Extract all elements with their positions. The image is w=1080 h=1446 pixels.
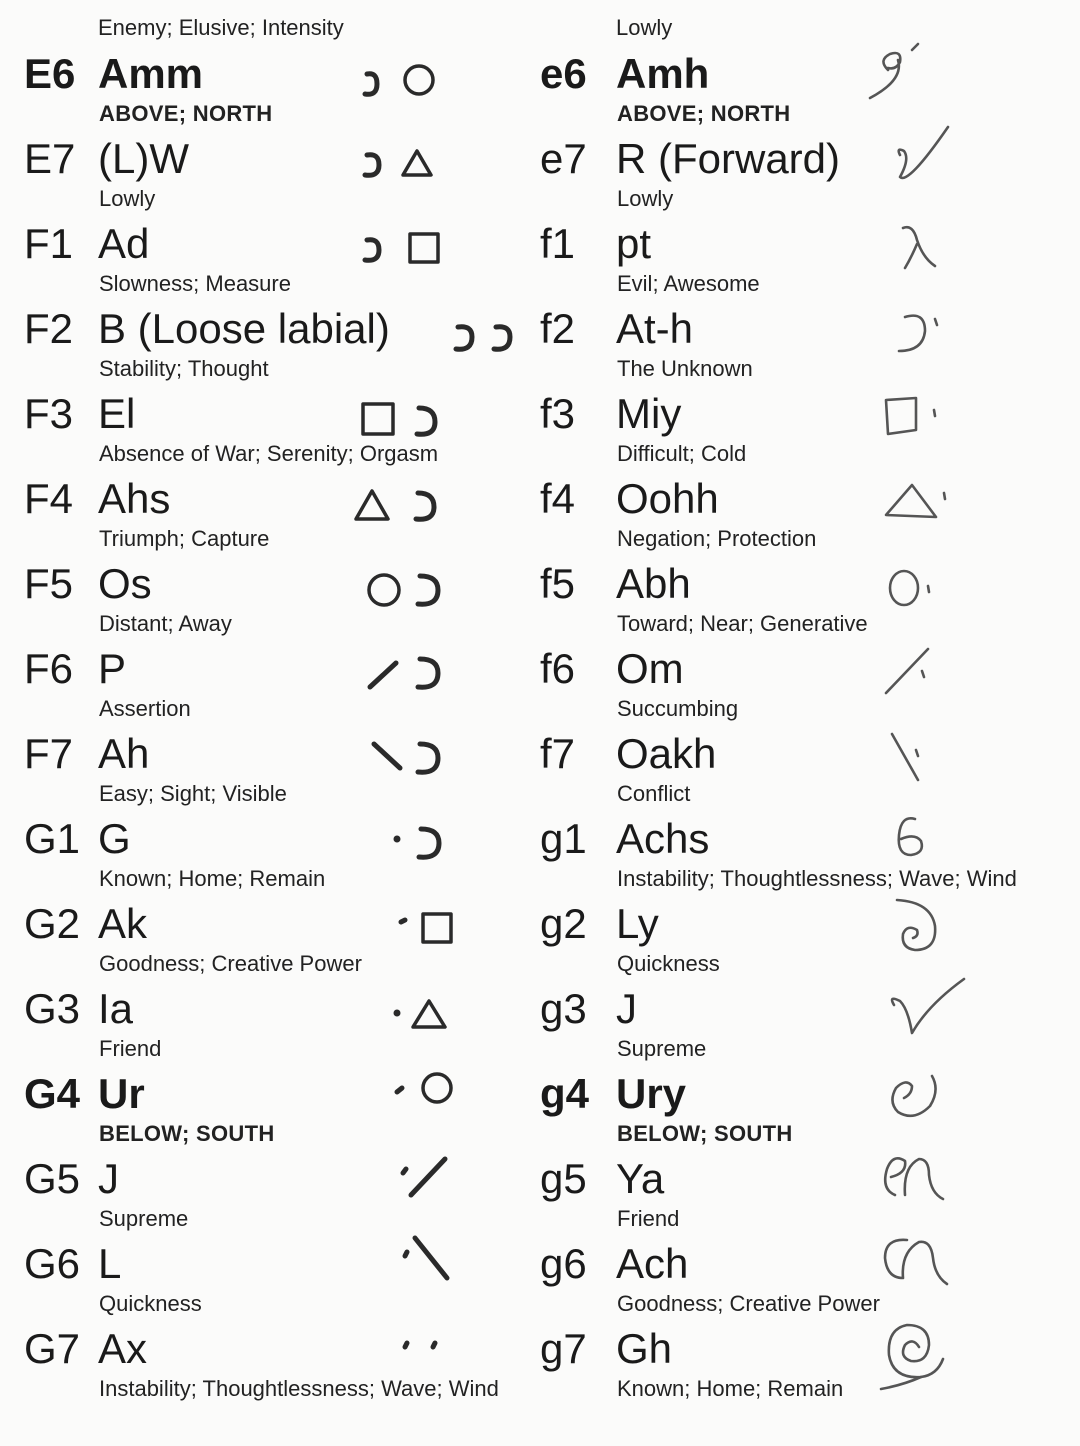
handwritten-circle-tick-icon xyxy=(878,550,958,620)
backslash-crescent-icon xyxy=(360,720,455,780)
entry-meaning: Friend xyxy=(617,1206,680,1231)
entry-name: Achs xyxy=(616,815,710,862)
entry-code: f4 xyxy=(540,475,576,522)
handwritten-six-icon xyxy=(883,805,953,875)
entry-name: B (Loose labial) xyxy=(98,305,390,352)
square-crescent-icon xyxy=(355,380,450,440)
entry-meaning: Stability; Thought xyxy=(99,356,269,381)
entry-meaning: Absence of War; Serenity; Orgasm xyxy=(99,441,439,466)
entry-name: G xyxy=(98,815,131,862)
entry-name: Amm xyxy=(98,50,204,97)
handwritten-triangle-tick-icon xyxy=(878,465,968,535)
entry-code: g3 xyxy=(540,985,587,1032)
entry-meaning: Instability; Thoughtlessness; Wave; Wind xyxy=(99,1376,499,1401)
entry-name: (L)W xyxy=(98,135,189,182)
entry-code: G4 xyxy=(24,1070,81,1117)
entry-code: g4 xyxy=(540,1070,590,1117)
entry-meaning: Difficult; Cold xyxy=(617,441,747,466)
entry-name: R (Forward) xyxy=(616,135,841,182)
entry-name: Om xyxy=(616,645,684,692)
entry-F7 xyxy=(0,730,560,825)
entry-meaning: Triumph; Capture xyxy=(99,526,270,551)
entry-code: F1 xyxy=(24,220,74,267)
handwritten-check-icon xyxy=(878,975,978,1055)
entry-g2 xyxy=(518,900,1078,995)
entry-meaning: Supreme xyxy=(99,1206,189,1231)
handwritten-e-flourish-icon xyxy=(873,1145,983,1225)
entry-code: F4 xyxy=(24,475,74,522)
handwritten-crescent-tick-icon xyxy=(883,295,963,365)
handwritten-c-flourish-icon xyxy=(873,1230,983,1310)
entry-name: Ah xyxy=(98,730,150,777)
entry-name: Os xyxy=(98,560,152,607)
entry-meaning: Negation; Protection xyxy=(617,526,817,551)
dot-triangle-icon xyxy=(375,975,465,1035)
entry-g5 xyxy=(518,1155,1078,1250)
entry-code: G5 xyxy=(24,1155,81,1202)
entry-meaning: BELOW; SOUTH xyxy=(617,1121,793,1146)
entry-code: F7 xyxy=(24,730,74,777)
entry-F2 xyxy=(0,305,560,400)
triangle-crescent-icon xyxy=(350,465,450,525)
entry-g1 xyxy=(518,815,1078,910)
entry-name: At-h xyxy=(616,305,694,352)
entry-code: E6 xyxy=(24,50,76,97)
entry-meaning: Toward; Near; Generative xyxy=(617,611,868,636)
entry-meaning: Easy; Sight; Visible xyxy=(99,781,287,806)
entry-code: e6 xyxy=(540,50,587,97)
entry-G7 xyxy=(0,1325,560,1420)
entry-G1 xyxy=(0,815,560,910)
entry-code: f5 xyxy=(540,560,576,607)
crescent-circle-icon xyxy=(355,40,445,100)
entry-meaning: Conflict xyxy=(617,781,691,806)
handwritten-spiral-icon xyxy=(883,890,973,970)
tick-slash-icon xyxy=(375,1145,465,1205)
entry-f6 xyxy=(518,645,1078,740)
entry-F5 xyxy=(0,560,560,655)
entry-F6 xyxy=(0,645,560,740)
crescent-square-icon xyxy=(355,210,445,270)
entry-code: g6 xyxy=(540,1240,587,1287)
entry-g6 xyxy=(518,1240,1078,1335)
entry-meaning: Goodness; Creative Power xyxy=(99,951,362,976)
entry-meaning: Known; Home; Remain xyxy=(99,866,326,891)
entry-name: Gh xyxy=(616,1325,673,1372)
entry-meaning: Succumbing xyxy=(617,696,739,721)
entry-e7 xyxy=(518,135,1078,230)
entry-meaning: Assertion xyxy=(99,696,191,721)
entry-name: Ur xyxy=(98,1070,145,1117)
top-meaning: Lowly xyxy=(616,15,673,40)
entry-E6 xyxy=(0,50,560,145)
tick-square-icon xyxy=(375,890,465,950)
entry-code: G7 xyxy=(24,1325,81,1372)
entry-name: Ad xyxy=(98,220,150,267)
entry-meaning: Lowly xyxy=(99,186,156,211)
entry-meaning: Supreme xyxy=(617,1036,707,1061)
handwritten-check-loop-icon xyxy=(878,125,968,205)
entry-code: F5 xyxy=(24,560,74,607)
entry-code: f7 xyxy=(540,730,576,777)
entry-g7 xyxy=(518,1325,1078,1420)
entry-name: Oohh xyxy=(616,475,719,522)
entry-code: f6 xyxy=(540,645,576,692)
entry-name: L xyxy=(98,1240,122,1287)
entry-name: Ax xyxy=(98,1325,148,1372)
entry-code: f2 xyxy=(540,305,576,352)
entry-name: J xyxy=(98,1155,119,1202)
entry-f1 xyxy=(518,220,1078,315)
circle-crescent-icon xyxy=(360,550,455,610)
entry-f7 xyxy=(518,730,1078,825)
right-column xyxy=(518,0,1058,1446)
entry-code: g2 xyxy=(540,900,587,947)
entry-meaning: Friend xyxy=(99,1036,162,1061)
entry-F3 xyxy=(0,390,560,485)
entry-g3 xyxy=(518,985,1078,1080)
dot-crescent-icon xyxy=(375,805,460,865)
entry-code: g1 xyxy=(540,815,587,862)
entry-name: Ach xyxy=(616,1240,689,1287)
entry-code: f1 xyxy=(540,220,576,267)
entry-meaning: Evil; Awesome xyxy=(617,271,760,296)
entry-f2 xyxy=(518,305,1078,400)
entry-name: Amh xyxy=(616,50,710,97)
entry-f3 xyxy=(518,390,1078,485)
entry-name: Ia xyxy=(98,985,134,1032)
crescent-triangle-icon xyxy=(355,125,445,185)
entry-code: F6 xyxy=(24,645,74,692)
entry-code: G1 xyxy=(24,815,81,862)
entry-name: Ly xyxy=(616,900,659,947)
entry-G5 xyxy=(0,1155,560,1250)
tick-circle-icon xyxy=(375,1060,465,1120)
entry-code: f3 xyxy=(540,390,576,437)
entry-name: Miy xyxy=(616,390,682,437)
entry-meaning: Instability; Thoughtlessness; Wave; Wind xyxy=(617,866,1017,891)
entry-code: g5 xyxy=(540,1155,587,1202)
entry-E7 xyxy=(0,135,560,230)
double-tick-icon xyxy=(375,1315,465,1375)
handwritten-backslash-tick-icon xyxy=(878,720,958,800)
entry-code: F3 xyxy=(24,390,74,437)
entry-meaning: Lowly xyxy=(617,186,674,211)
entry-G4 xyxy=(0,1070,560,1165)
entry-name: El xyxy=(98,390,136,437)
entry-name: Oakh xyxy=(616,730,717,777)
entry-meaning: ABOVE; NORTH xyxy=(99,101,273,126)
entry-code: G2 xyxy=(24,900,81,947)
entry-G3 xyxy=(0,985,560,1080)
entry-meaning: Quickness xyxy=(617,951,720,976)
handwritten-slash-tick-icon xyxy=(878,635,958,715)
handwritten-curl-icon xyxy=(878,1060,968,1140)
entry-name: Ya xyxy=(616,1155,665,1202)
entry-f4 xyxy=(518,475,1078,570)
entry-name: Ury xyxy=(616,1070,687,1117)
entry-name: Ak xyxy=(98,900,148,947)
entry-name: Ahs xyxy=(98,475,171,522)
entry-name: pt xyxy=(616,220,652,267)
entry-g4 xyxy=(518,1070,1078,1165)
entry-meaning: The Unknown xyxy=(617,356,753,381)
entry-code: G3 xyxy=(24,985,81,1032)
entry-code: e7 xyxy=(540,135,587,182)
entry-meaning: ABOVE; NORTH xyxy=(617,101,791,126)
entry-code: g7 xyxy=(540,1325,587,1372)
handwritten-square-tick-icon xyxy=(878,380,958,450)
entry-name: Abh xyxy=(616,560,691,607)
slash-crescent-icon xyxy=(360,635,455,695)
entry-meaning: Distant; Away xyxy=(99,611,232,636)
entry-G2 xyxy=(0,900,560,995)
entry-code: G6 xyxy=(24,1240,81,1287)
entry-f5 xyxy=(518,560,1078,655)
entry-meaning: Known; Home; Remain xyxy=(617,1376,844,1401)
entry-meaning: BELOW; SOUTH xyxy=(99,1121,275,1146)
entry-name: J xyxy=(616,985,637,1032)
entry-code: E7 xyxy=(24,135,76,182)
entry-meaning: Slowness; Measure xyxy=(99,271,291,296)
handwritten-lambda-icon xyxy=(883,210,963,280)
handwritten-big-spiral-icon xyxy=(873,1315,983,1405)
top-meaning: Enemy; Elusive; Intensity xyxy=(98,15,344,40)
entry-meaning: Quickness xyxy=(99,1291,202,1316)
entry-code: F2 xyxy=(24,305,74,352)
handwritten-nine-icon xyxy=(858,40,968,120)
entry-meaning: Goodness; Creative Power xyxy=(617,1291,880,1316)
entry-F4 xyxy=(0,475,560,570)
entry-G6 xyxy=(0,1240,560,1335)
tick-backslash-icon xyxy=(375,1230,465,1290)
entry-name: P xyxy=(98,645,127,692)
